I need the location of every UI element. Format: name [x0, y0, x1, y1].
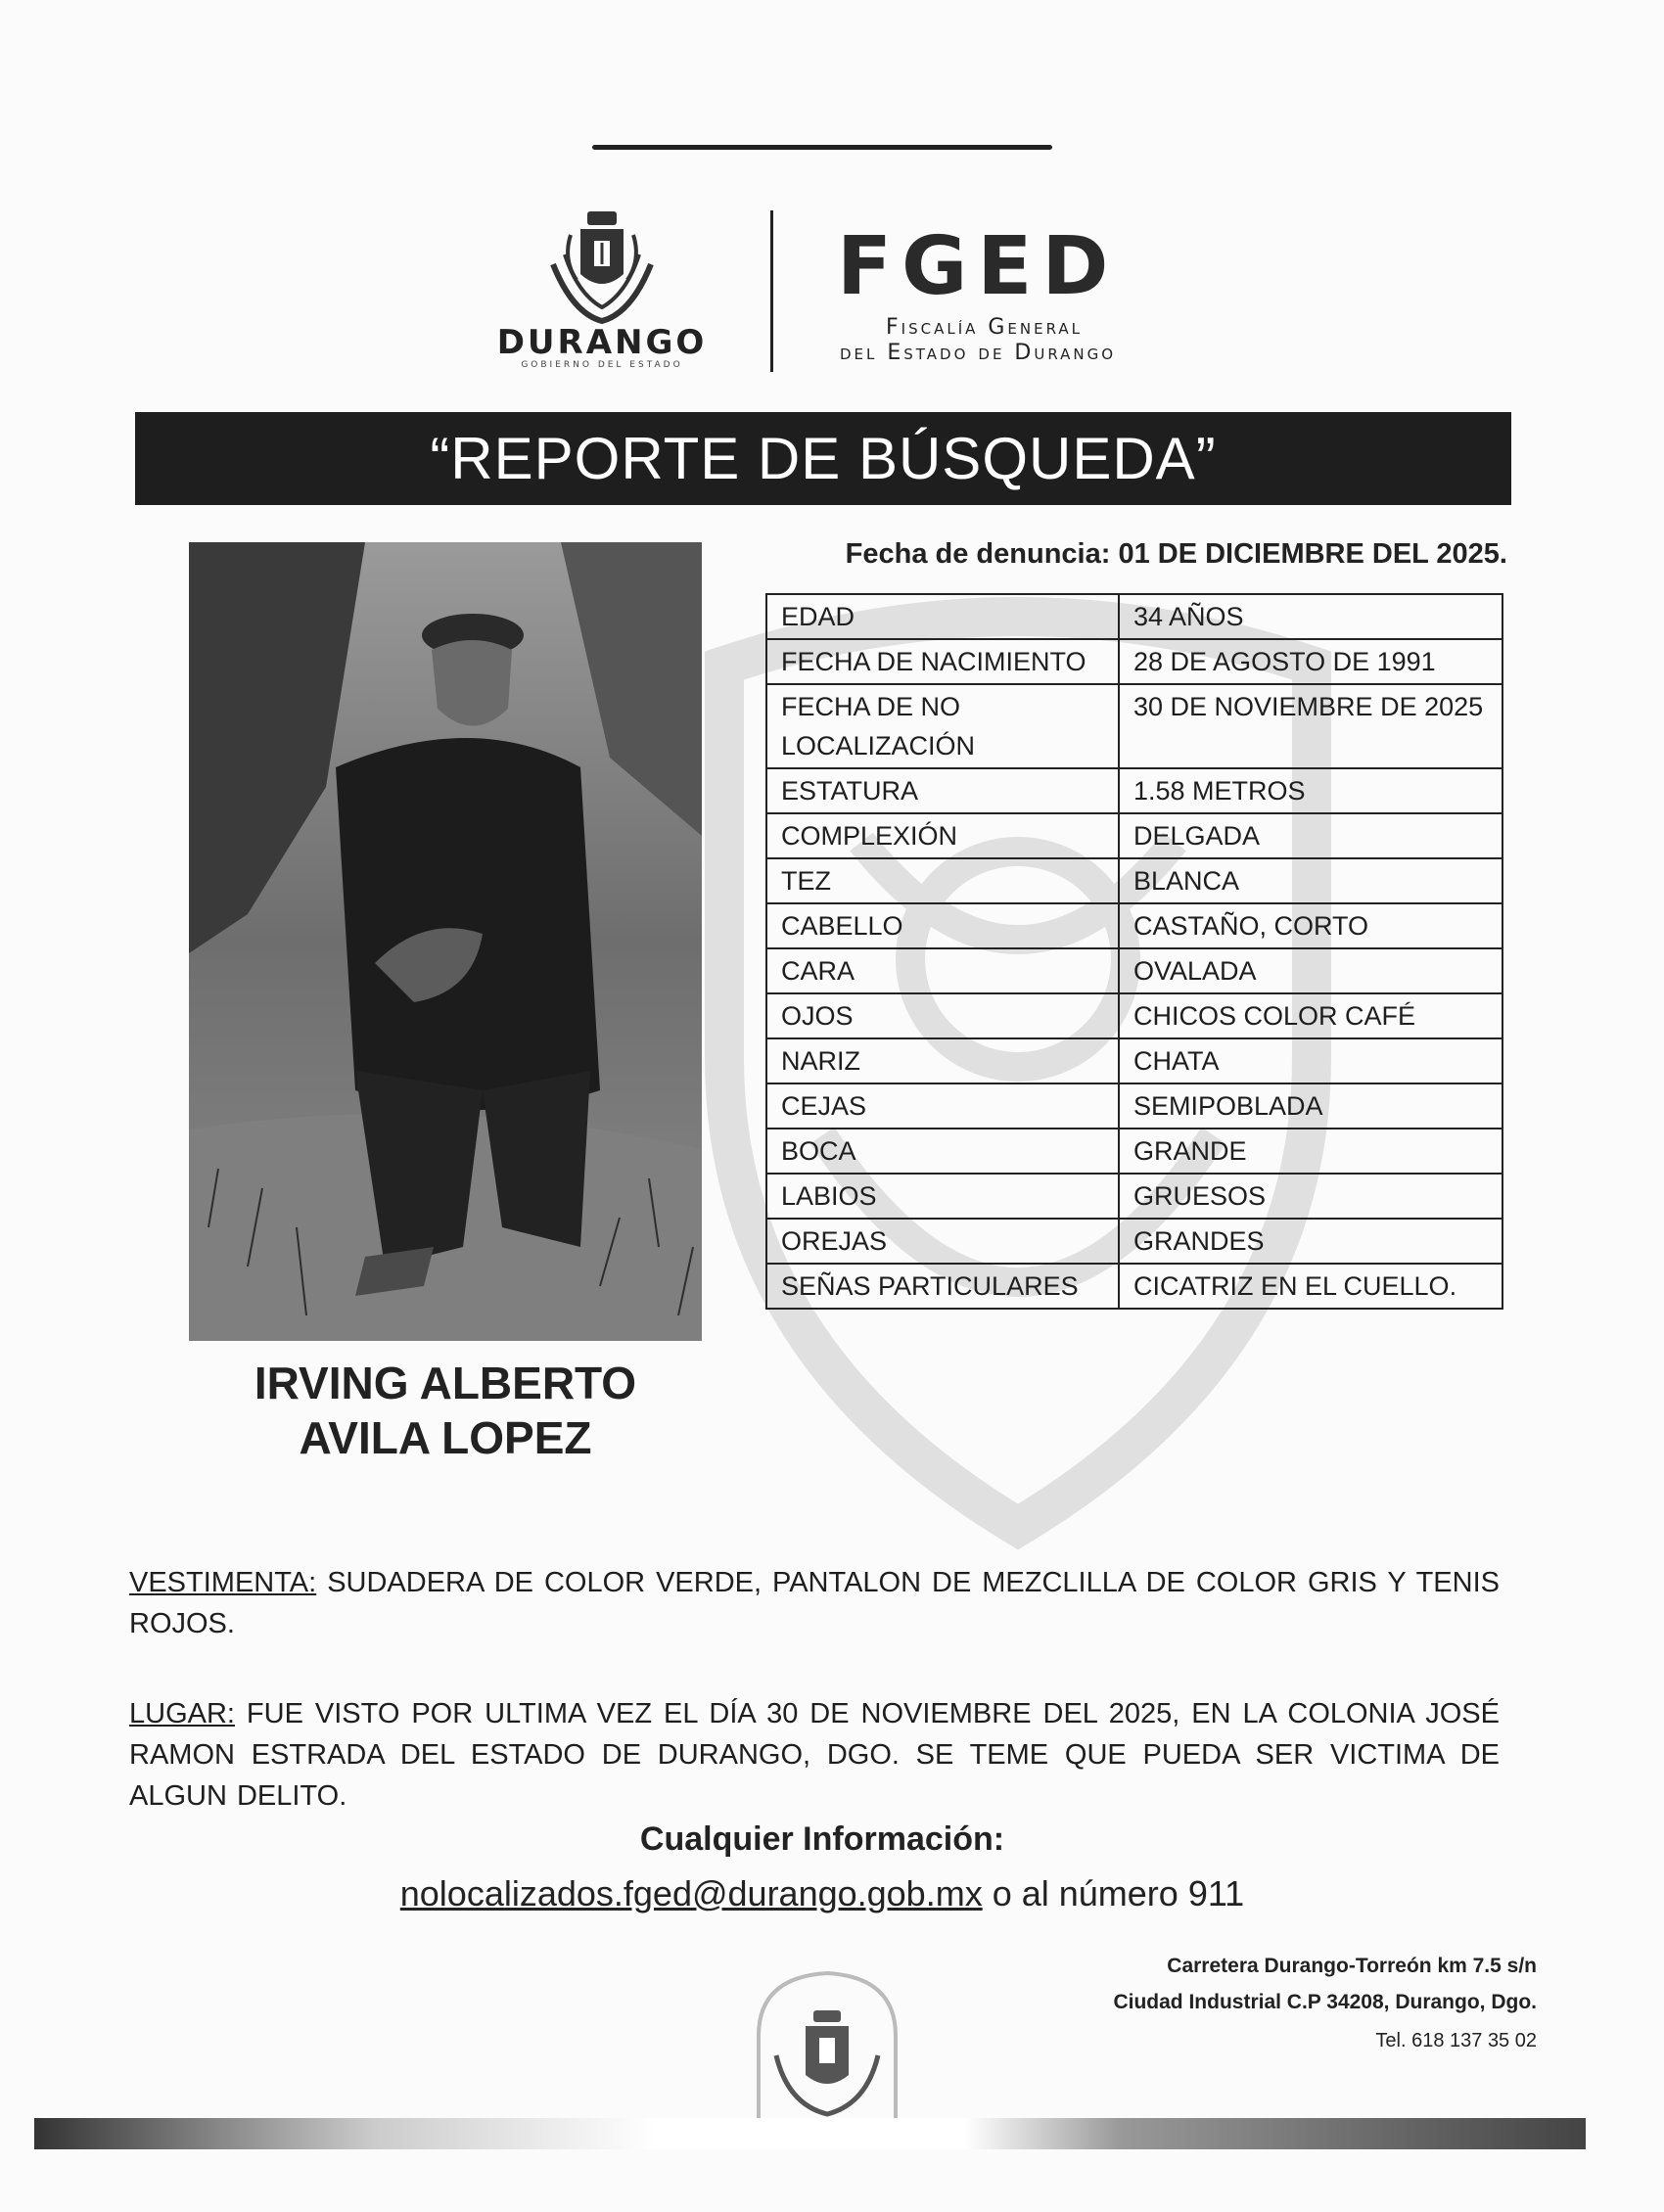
- lugar-paragraph: [129, 1693, 1500, 1817]
- detail-label: ESTATURA: [766, 768, 1119, 813]
- detail-label: FECHA DE NO LOCALIZACIÓN: [766, 684, 1119, 768]
- detail-label: FECHA DE NACIMIENTO: [766, 639, 1119, 684]
- details-row: [766, 948, 1502, 993]
- person-name-line-2: AVILA LOPEZ: [299, 1412, 592, 1463]
- detail-value: OVALADA: [1119, 948, 1502, 993]
- contact-phone-text: o al número 911: [982, 1873, 1245, 1913]
- detail-value: 34 AÑOS: [1119, 594, 1502, 639]
- fged-subtitle-line-1: Fiscalía General: [886, 315, 1084, 340]
- detail-value: 30 DE NOVIEMBRE DE 2025: [1119, 684, 1502, 768]
- details-row: [766, 858, 1502, 903]
- report-date: Fecha de denuncia: 01 DE DICIEMBRE DEL 2025.: [845, 538, 1507, 570]
- header-divider: [770, 210, 773, 372]
- vestimenta-heading: VESTIMENTA:: [129, 1567, 317, 1598]
- detail-value: GRUESOS: [1119, 1174, 1502, 1219]
- details-row: [766, 1264, 1502, 1309]
- top-rule: [592, 145, 1052, 150]
- detail-label: BOCA: [766, 1129, 1119, 1174]
- details-row: [766, 1083, 1502, 1129]
- missing-person-photo: [189, 542, 702, 1341]
- detail-value: CICATRIZ EN EL CUELLO.: [1119, 1264, 1502, 1309]
- details-row: [766, 1174, 1502, 1219]
- details-row: [766, 684, 1502, 768]
- lugar-heading: LUGAR:: [129, 1698, 235, 1729]
- detail-label: SEÑAS PARTICULARES: [766, 1264, 1119, 1309]
- detail-value: CHICOS COLOR CAFÉ: [1119, 993, 1502, 1038]
- detail-label: NARIZ: [766, 1038, 1119, 1083]
- detail-value: GRANDES: [1119, 1219, 1502, 1264]
- vestimenta-paragraph: [129, 1562, 1500, 1644]
- contact-email-link[interactable]: nolocalizados.fged@durango.gob.mx: [399, 1873, 983, 1913]
- detail-label: LABIOS: [766, 1174, 1119, 1219]
- detail-value: 28 DE AGOSTO DE 1991: [1119, 639, 1502, 684]
- details-row: [766, 813, 1502, 858]
- detail-value: SEMIPOBLADA: [1119, 1083, 1502, 1129]
- details-row: [766, 594, 1502, 639]
- detail-label: OJOS: [766, 993, 1119, 1038]
- details-row: [766, 1219, 1502, 1264]
- footer-phone: Tel. 618 137 35 02: [1375, 2030, 1537, 2051]
- durango-coat-of-arms-icon: [729, 1967, 925, 2129]
- detail-value: GRANDE: [1119, 1129, 1502, 1174]
- detail-value: 1.58 METROS: [1119, 768, 1502, 813]
- fged-title: FGED: [837, 220, 1119, 313]
- report-title-banner: “REPORTE DE BÚSQUEDA”: [135, 412, 1511, 505]
- person-details-table: [765, 593, 1503, 1310]
- detail-label: TEZ: [766, 858, 1119, 903]
- detail-label: CEJAS: [766, 1083, 1119, 1129]
- durango-crest-icon: [543, 206, 661, 328]
- contact-title: Cualquier Información:: [639, 1820, 1005, 1858]
- lugar-text: FUE VISTO POR ULTIMA VEZ EL DÍA 30 DE NOVIEMBRE DEL 2025, EN LA COLONIA JOSÉ RAMON ESTRADA DEL ESTADO DE DURANGO, DGO. SE TEME QUE PUEDA SER VICTIMA DE ALGUN DELITO.: [129, 1698, 1500, 1812]
- detail-value: BLANCA: [1119, 858, 1502, 903]
- durango-subtitle: GOBIERNO DEL ESTADO: [521, 360, 683, 370]
- footer-address-line-1: Carretera Durango-Torreón km 7.5 s/n: [1167, 1955, 1537, 1977]
- person-name-line-1: IRVING ALBERTO: [254, 1358, 637, 1408]
- details-row: [766, 639, 1502, 684]
- detail-label: CABELLO: [766, 903, 1119, 948]
- details-row: [766, 1129, 1502, 1174]
- footer-bar: [34, 2118, 1586, 2149]
- detail-label: COMPLEXIÓN: [766, 813, 1119, 858]
- detail-value: CHATA: [1119, 1038, 1502, 1083]
- detail-label: OREJAS: [766, 1219, 1119, 1264]
- detail-value: CASTAÑO, CORTO: [1119, 903, 1502, 948]
- contact-line: [196, 1873, 1449, 1914]
- details-row: [766, 1038, 1502, 1083]
- footer-address-line-2: Ciudad Industrial C.P 34208, Durango, Dgo.: [1113, 1991, 1537, 2013]
- missing-person-name: [189, 1356, 702, 1465]
- details-row: [766, 768, 1502, 813]
- detail-value: DELGADA: [1119, 813, 1502, 858]
- vestimenta-text: SUDADERA DE COLOR VERDE, PANTALON DE MEZCLILLA DE COLOR GRIS Y TENIS ROJOS.: [129, 1567, 1500, 1639]
- details-row: [766, 993, 1502, 1038]
- details-row: [766, 903, 1502, 948]
- detail-label: EDAD: [766, 594, 1119, 639]
- detail-label: CARA: [766, 948, 1119, 993]
- fged-subtitle-line-2: del Estado de Durango: [840, 341, 1117, 365]
- durango-wordmark: DURANGO: [496, 323, 708, 362]
